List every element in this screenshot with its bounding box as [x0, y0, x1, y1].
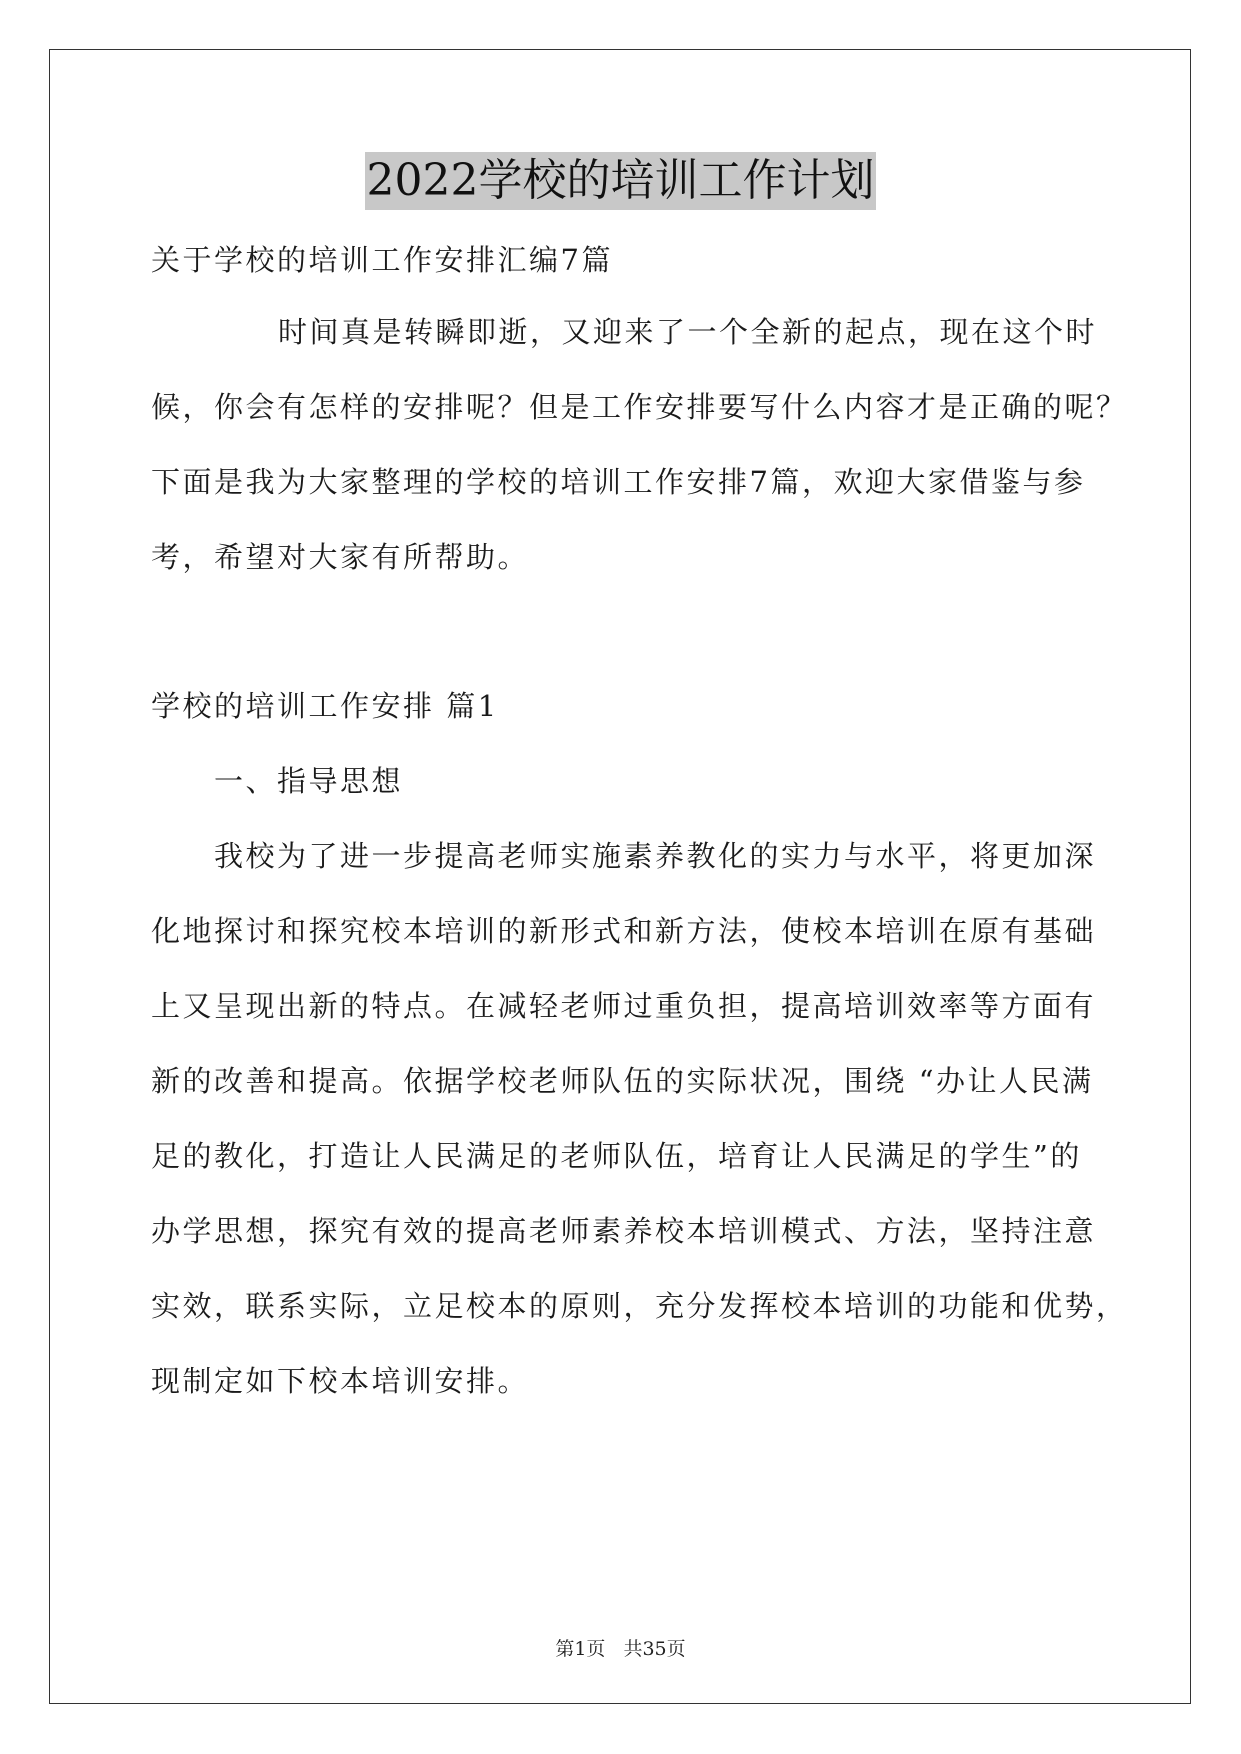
page-footer: [0, 1637, 1241, 1661]
page-total: 共35页: [623, 1638, 686, 1660]
body-line: 化地探讨和探究校本培训的新形式和新方法，使校本培训在原有基础: [151, 914, 1097, 948]
section-heading: 学校的培训工作安排 篇1: [151, 689, 499, 723]
body-line: 实效，联系实际，立足校本的原则，充分发挥校本培训的功能和优势，: [151, 1289, 1128, 1323]
intro-line: 下面是我为大家整理的学校的培训工作安排7篇，欢迎大家借鉴与参: [151, 465, 1086, 499]
body-line: 新的改善和提高。依据学校老师队伍的实际状况，围绕 “办让人民满: [151, 1064, 1094, 1098]
body-line: 我校为了进一步提高老师实施素养教化的实力与水平，将更加深: [214, 839, 1097, 873]
document-title: 2022学校的培训工作计划: [365, 152, 877, 210]
title-container: [0, 152, 1241, 210]
body-line: 现制定如下校本培训安排。: [151, 1364, 530, 1398]
page-number: 第1页: [555, 1638, 606, 1660]
intro-line: 时间真是转瞬即逝，又迎来了一个全新的起点，现在这个时: [278, 315, 1098, 349]
page-border: [49, 49, 1191, 1704]
body-line: 足的教化，打造让人民满足的老师队伍，培育让人民满足的学生”的: [151, 1139, 1082, 1173]
intro-line: 候，你会有怎样的安排呢？但是工作安排要写什么内容才是正确的呢？: [151, 390, 1128, 424]
body-line: 上又呈现出新的特点。在减轻老师过重负担，提高培训效率等方面有: [151, 989, 1097, 1023]
document-subtitle: 关于学校的培训工作安排汇编7篇: [151, 243, 613, 277]
subsection-heading: 一、指导思想: [214, 764, 404, 798]
intro-line: 考，希望对大家有所帮助。: [151, 540, 530, 574]
body-line: 办学思想，探究有效的提高老师素养校本培训模式、方法，坚持注意: [151, 1214, 1097, 1248]
